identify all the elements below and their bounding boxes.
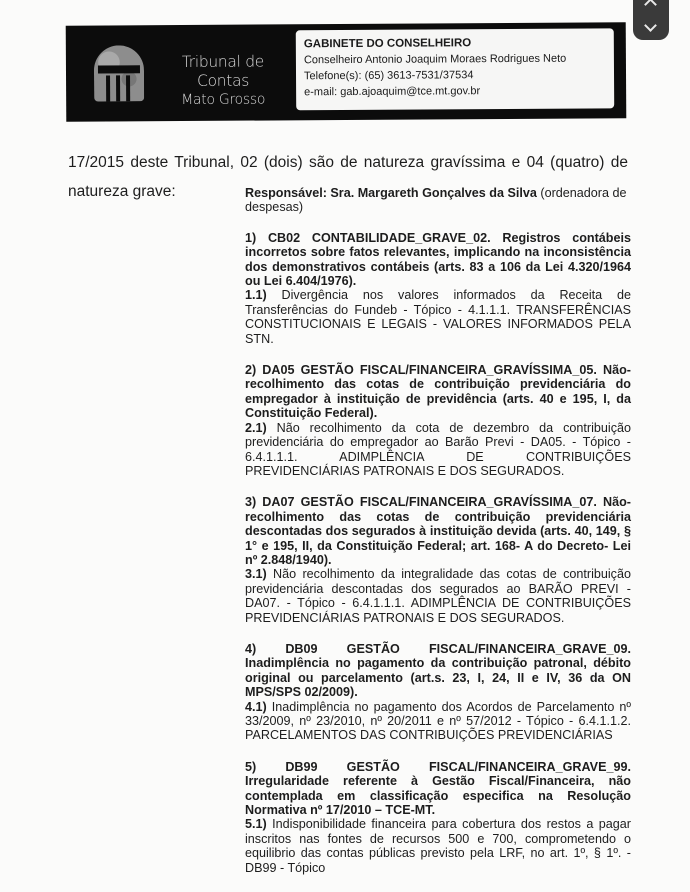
- institution-name: [158, 52, 288, 110]
- detail-label: 3.1): [245, 567, 267, 582]
- letterhead-banner: [66, 22, 627, 121]
- office-email: e-mail: gab.ajoaquim@tce.mt.gov.br: [304, 85, 481, 99]
- detail-text: Inadimplência no pagamento dos Acordos de Parcelamento nº 33/2009, nº 23/2010, nº 20/2011 e nº 57/2012 - Tópico - 6.4.1.1.2. PARCELAMENTOS DAS CONTRIBUIÇÕES PREVIDENCIÁRIAS: [245, 699, 631, 743]
- tribunal-logo-icon: [94, 45, 144, 101]
- detail-text: Indisponibilidade financeira para cobertura dos restos a pagar inscritos nas fontes de recursos 500 e 700, comprometendo o equilibrio das contas públicas previsto pela LRF, no art. 1º, § 1º. - DB99 - Tópico: [245, 817, 631, 875]
- detail-label: 2.1): [245, 420, 267, 435]
- irregularity-heading: 1) CB02 CONTABILIDADE_GRAVE_02. Registros contábeis incorretos sobre fatos relevantes, implicando na inconsistência dos demonstrativos contábeis (arts. 83 a 106 da Lei 4.320/1964 ou Lei 6.404/1976).: [245, 230, 631, 289]
- irregularity-detail: [245, 817, 631, 875]
- irregularity-item: [245, 760, 631, 875]
- office-phone: Telefone(s): (65) 3613-7531/37534: [303, 69, 474, 83]
- institution-name-line2: Mato Grosso: [181, 91, 266, 109]
- detail-text: Não recolhimento da cota de dezembro da contribuição previdenciária do empregador ao Barão Previ - DA05. - Tópico - 6.4.1.1.1. ADIMPLÊNCIA DE CONTRIBUIÇÕES PREVIDENCIÁRIAS PATRONAIS E DOS SEGURADOS.: [245, 420, 631, 478]
- responsible-line: [245, 186, 631, 215]
- councillor-name: Conselheiro Antonio Joaquim Moraes Rodrigues Neto: [303, 52, 567, 67]
- office-title: GABINETE DO CONSELHEIRO: [303, 37, 472, 51]
- irregularities-list: [245, 186, 631, 892]
- irregularity-item: [245, 231, 631, 346]
- responsible-name: Responsável: Sra. Margareth Gonçalves da Silva: [245, 186, 537, 200]
- responsible-role: (ordenadora de despesas): [245, 186, 627, 215]
- detail-label: 1.1): [245, 288, 267, 303]
- irregularity-item: [245, 495, 631, 625]
- detail-text: Divergência nos valores informados da Receita de Transferências do Fundeb - Tópico - 4.1.1.1. TRANSFERÊNCIAS CONSTITUCIONAIS E LEGAIS - VALORES INFORMADOS PELA STN.: [245, 288, 631, 346]
- irregularity-detail: [245, 421, 631, 479]
- page-scroll-control: [633, 0, 669, 40]
- irregularity-item: [245, 642, 631, 743]
- office-info-box: [296, 28, 614, 110]
- detail-label: 4.1): [245, 699, 267, 714]
- intro-paragraph: 17/2015 deste Tribunal, 02 (dois) são de natureza gravíssima e 04 (quatro) de natureza grave:: [68, 154, 628, 200]
- chevron-down-icon[interactable]: [644, 19, 657, 32]
- irregularity-detail: [245, 288, 631, 346]
- detail-label: 5.1): [245, 817, 267, 832]
- irregularity-heading: 2) DA05 GESTÃO FISCAL/FINANCEIRA_GRAVÍSSIMA_05. Não-recolhimento das cotas de contribuição previdenciária do empregador à instituição de previdência (arts. 40 e 195, I, da Constituição Federal).: [245, 363, 631, 421]
- irregularity-detail: [245, 700, 631, 743]
- irregularity-heading: 4) DB09 GESTÃO FISCAL/FINANCEIRA_GRAVE_09. Inadimplência no pagamento da contribuição patronal, débito original ou parcelamento (art.s. 23, I, 24, II e IV, 36 da ON MPS/SPS 02/2009).: [245, 641, 631, 700]
- irregularity-item: [245, 363, 631, 478]
- irregularity-heading: 3) DA07 GESTÃO FISCAL/FINANCEIRA_GRAVÍSSIMA_07. Não-recolhimento das cotas de contribuição previdenciária descontadas dos segurados à instituição devida (arts. 40, 149, § 1° e 195, II, da Constituição Federal; art. 168- A do Decreto- Lei nº 2.848/1940).: [245, 495, 631, 567]
- irregularity-detail: [245, 567, 631, 625]
- institution-name-line1: Tribunal de Contas: [181, 52, 265, 90]
- detail-text: Não recolhimento da integralidade das cotas de contribuição previdenciária descontadas dos segurados ao BARÃO PREVI - DA07. - Tópico - 6.4.1.1.1. ADIMPLÊNCIA DE CONTRIBUIÇÕES PREVIDENCIÁRIAS PATRONAIS E DOS SEGURADOS.: [245, 567, 631, 625]
- irregularity-heading: 5) DB99 GESTÃO FISCAL/FINANCEIRA_GRAVE_99. Irregularidade referente à Gestão Fiscal/Financeira, não contemplada em classificação especifica na Resolução Normativa nº 17/2010 – TCE-MT.: [245, 759, 631, 818]
- chevron-up-icon[interactable]: [644, 0, 657, 11]
